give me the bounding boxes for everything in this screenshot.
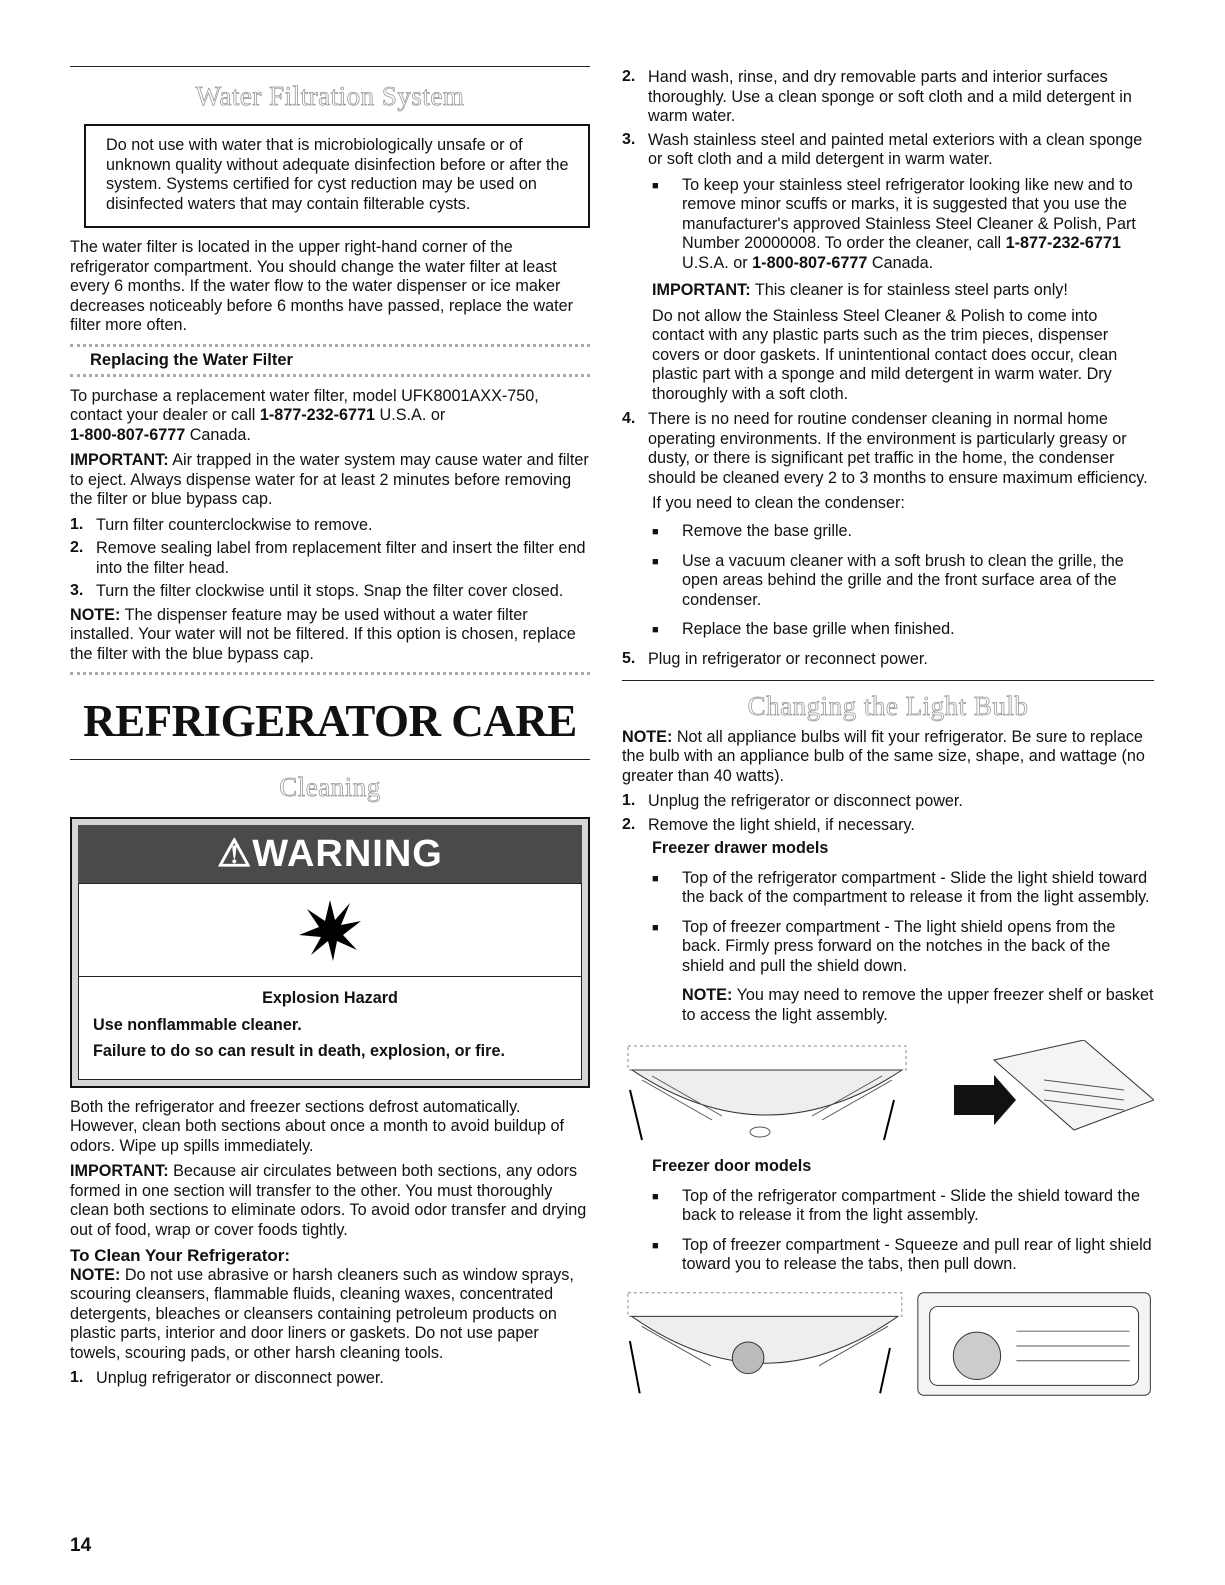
drawer-note: NOTE: You may need to remove the upper freezer shelf or basket to access the light assembly.: [682, 986, 1154, 1024]
purchase-paragraph: To purchase a replacement water filter, model UFK8001AXX-750, contact your dealer or call 1-877-232-6771 U.S.A. or 1-800-807-6777 Canada.: [70, 386, 539, 444]
door-light-assembly-illustration: [908, 1286, 1154, 1402]
section-rule: [622, 680, 1154, 681]
cleaning-title: Cleaning: [279, 772, 381, 802]
safety-notice-box: [84, 124, 590, 228]
bullet-item: ■ Use a vacuum cleaner with a soft brush to clean the grille, the open areas behind the grille and the front surface area of the condenser.: [652, 551, 1124, 609]
door-bullets: [622, 1187, 1154, 1275]
warning-line-2: Failure to do so can result in death, explosion, or fire.: [93, 1042, 505, 1060]
light-shield-illustration: [622, 1040, 912, 1150]
explosion-icon: [295, 895, 365, 965]
freezer-drawer-heading: Freezer drawer models: [652, 839, 829, 857]
bullet-icon: ■: [652, 555, 659, 568]
water-filtration-title: Water Filtration System: [195, 81, 465, 111]
right-column: [622, 68, 1154, 1403]
clean-refrigerator-heading: To Clean Your Refrigerator:: [70, 1246, 291, 1265]
section-rule: [70, 759, 590, 760]
light-bulb-title: Changing the Light Bulb: [747, 690, 1029, 721]
numbered-step: 3. Turn the filter clockwise until it stops. Snap the filter cover closed.: [70, 582, 564, 600]
bullet-item: ■ Remove the base grille.: [652, 521, 853, 540]
cleaner-note: NOTE: Do not use abrasive or harsh cleaners such as window sprays, scouring cleansers, flammable fluids, cleaning waxes, concentrated detergents, bleaches or cleansers containing petroleum products on plastic parts, interior and door liners or gaskets. Do not use paper towels, scouring pads, or other harsh cleaning tools.: [70, 1265, 574, 1362]
warning-box: [70, 817, 590, 1088]
warning-triangle-icon: ⚠: [217, 833, 253, 875]
bullet-icon: ■: [652, 921, 659, 934]
clean-step-1: 1. Unplug refrigerator or disconnect power.: [70, 1369, 384, 1387]
bullet-item: ■ Top of freezer compartment - The light shield opens from the back. Firmly press forward on the notches in the back of the shield and pull the shield down.: [652, 917, 1116, 975]
freezer-door-heading: Freezer door models: [652, 1157, 812, 1175]
numbered-step: 1. Unplug the refrigerator or disconnect power.: [622, 792, 963, 810]
page-number: 14: [70, 1535, 92, 1556]
warning-body: [78, 977, 582, 1080]
important-stainless: IMPORTANT: This cleaner is for stainless steel parts only!: [652, 281, 1068, 299]
bullet-item: ■ Top of the refrigerator compartment - Slide the shield toward the back to release it from the light assembly.: [652, 1186, 1140, 1224]
phone-us: 1-877-232-6771: [259, 406, 376, 424]
numbered-step: 1. Turn filter counterclockwise to remove.: [70, 515, 373, 534]
stainless-bullet: ■ To keep your stainless steel refrigerator looking like new and to remove minor scuffs or marks, it is suggested that you use the manufacturer's approved Stainless Steel Cleaner & Polish, Part Number 20000008. To order the cleaner, call 1-877-232-6771 U.S.A. or 1-800-807-6777 Canada.: [652, 175, 1136, 272]
bullet-icon: ■: [652, 525, 659, 538]
bullet-icon: ■: [652, 1239, 659, 1252]
left-column: [70, 66, 590, 1389]
numbered-step: 2. Remove the light shield, if necessary.: [622, 815, 915, 834]
bullet-item: ■ Top of the refrigerator compartment - Slide the light shield toward the back of the compartment to release it from the light assembly.: [652, 868, 1150, 906]
bullet-item: ■ Replace the base grille when finished.: [652, 620, 955, 638]
divider: [70, 672, 590, 675]
warning-line-1: Use nonflammable cleaner.: [93, 1015, 302, 1034]
bulb-steps: [622, 792, 1154, 835]
important-air: IMPORTANT: Air trapped in the water system may cause water and filter to eject. Always dispense water for at least 2 minutes before removing the filter or blue bypass cap.: [70, 451, 589, 508]
door-light-shield-illustration: [622, 1286, 908, 1402]
filter-steps: [70, 516, 590, 602]
important-odors: IMPORTANT: Because air circulates between both sections, any odors formed in one section will transfer to the other. You must thoroughly clean both sections to eliminate odors. To avoid odor transfer and drying out of food, wrap or cover foods tightly.: [70, 1162, 587, 1239]
clean-step-2: 2. Hand wash, rinse, and dry removable parts and interior surfaces thoroughly. Use a clean sponge or soft cloth and a mild detergent in warm water.: [622, 68, 1132, 125]
refrigerator-care-title: REFRIGERATOR CARE: [83, 696, 577, 746]
safety-notice: Do not use with water that is microbiologically unsafe or of unknown quality without adequate disinfection before or after the system. Systems certified for cyst reduction may be used on disinfected waters that may contain filterable cysts.: [106, 136, 569, 213]
hazard-title: Explosion Hazard: [262, 989, 398, 1007]
bulb-note: NOTE: Not all appliance bulbs will fit your refrigerator. Be sure to replace the bulb with an appliance bulb of the same size, shape, and wattage (no greater than 40 watts).: [622, 727, 1145, 785]
bullet-icon: ■: [652, 624, 659, 636]
bullet-item: ■ Top of freezer compartment - Squeeze and pull rear of light shield toward you to release the tabs, then pull down.: [652, 1235, 1152, 1273]
clean-step-3: 3. Wash stainless steel and painted metal exteriors with a clean sponge or soft cloth and a mild detergent in warm water.: [622, 130, 1143, 168]
dispenser-note: NOTE: The dispenser feature may be used without a water filter installed. Your water will not be filtered. If this option is chosen, replace the filter with the blue bypass cap.: [70, 605, 576, 663]
drawer-bullets: [622, 869, 1154, 977]
clean-step-5: 5. Plug in refrigerator or reconnect power.: [622, 650, 928, 668]
filter-intro: The water filter is located in the upper right-hand corner of the refrigerator compartment. You should change the water filter at least every 6 months. If the water flow to the water dispenser or ice maker decreases noticeably before 6 months have passed, replace the water filter more often.: [70, 238, 574, 334]
replacing-filter-heading: Replacing the Water Filter: [90, 350, 293, 369]
condenser-bullets: [622, 522, 1154, 641]
warning-header: ⚠WARNING: [78, 825, 582, 883]
drawer-light-illustrations: [622, 1039, 1154, 1151]
phone-canada: 1-800-807-6777: [70, 425, 186, 444]
door-light-illustrations: [622, 1285, 1154, 1403]
defrost-paragraph: Both the refrigerator and freezer sections defrost automatically. However, clean both sections about once a month to avoid buildup of odors. Wipe up spills immediately.: [70, 1097, 565, 1155]
explosion-icon-area: [78, 883, 582, 977]
numbered-step: 2. Remove sealing label from replacement filter and insert the filter end into the filter head.: [70, 539, 586, 577]
bullet-icon: ■: [652, 1190, 659, 1203]
section-rule: [70, 66, 590, 67]
bullet-icon: ■: [652, 872, 659, 885]
plastic-paragraph: Do not allow the Stainless Steel Cleaner & Polish to come into contact with any plastic parts such as the trim pieces, dispenser covers or door gaskets. If unintentional contact does occur, clean plastic part with a sponge and mild detergent in warm water. Dry thoroughly with a soft cloth.: [652, 306, 1118, 403]
light-assembly-illustration: [924, 1040, 1154, 1150]
condenser-intro: If you need to clean the condenser:: [652, 494, 905, 512]
clean-step-4: 4. There is no need for routine condenser cleaning in normal home operating environments. If the environment is particularly greasy or dusty, or there is significant pet traffic in the home, the condenser should be cleaned every 2 to 3 months to ensure maximum efficiency.: [622, 410, 1148, 487]
